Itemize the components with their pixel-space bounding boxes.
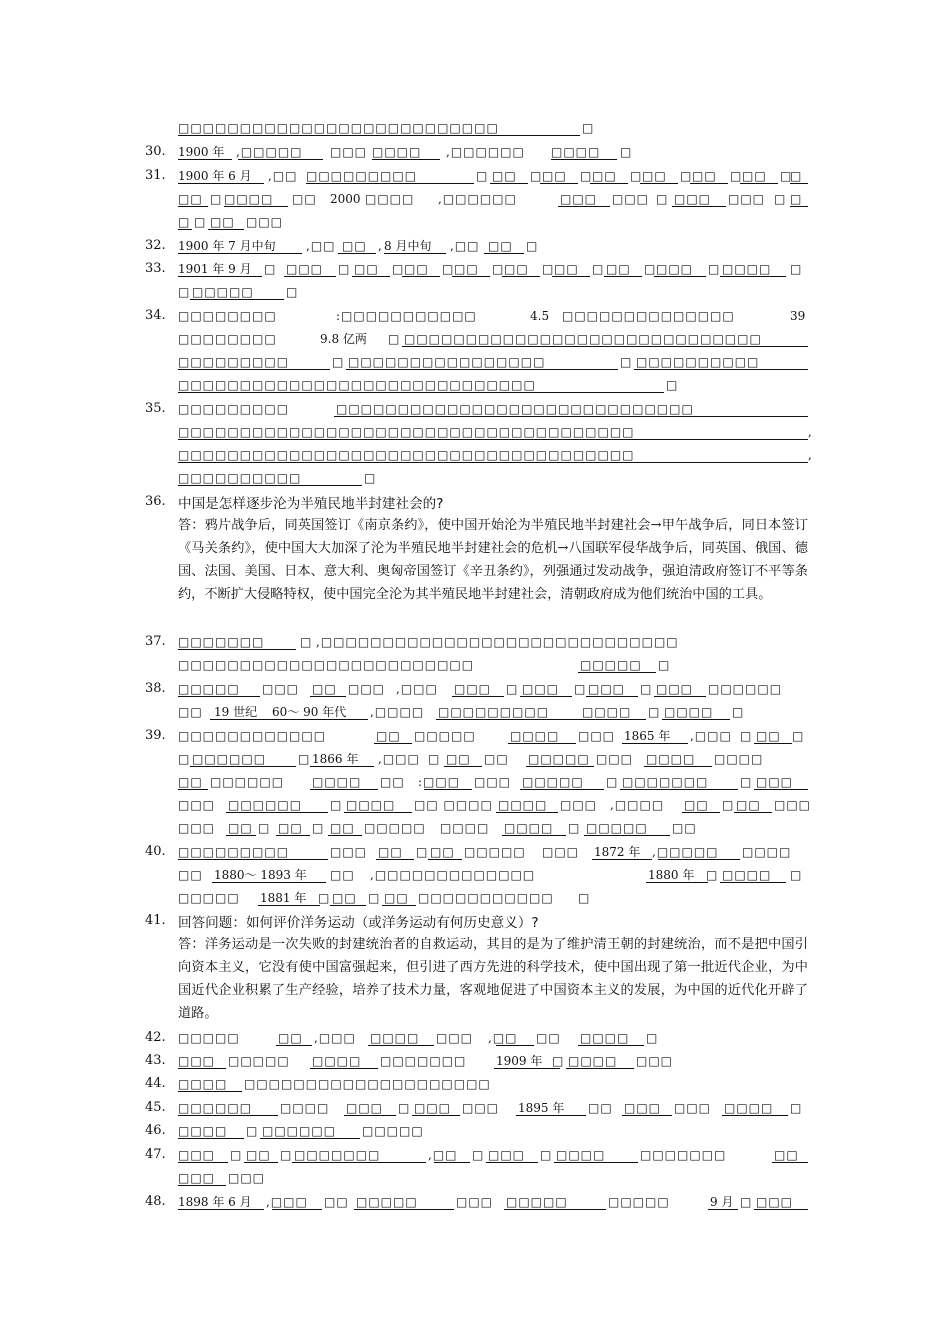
item-number: 47. xyxy=(145,1147,166,1162)
fill-value: 1880 年 xyxy=(648,868,695,882)
fill-value: 19 世纪 xyxy=(214,705,258,719)
fill-blank xyxy=(178,135,580,136)
fill-value: 4.5 xyxy=(530,309,550,323)
fill-value: 1900 年 6 月 xyxy=(178,169,252,183)
question-36-title: 中国是怎样逐步沦为半殖民地半封建社会的? xyxy=(178,496,444,512)
item-number: 43. xyxy=(145,1053,166,1068)
fill-value: 1900 年 7 月中旬 xyxy=(178,239,276,253)
item-number: 40. xyxy=(145,844,166,859)
fill-value: 1872 年 xyxy=(594,845,641,859)
fill-value: 9 月 xyxy=(710,1195,734,1209)
garbled-text: □□□□□□□□□□□□□□□□□□□□□□□□□□ xyxy=(178,121,499,135)
fill-value: 8 月中旬 xyxy=(384,239,432,253)
fill-value: 1880～ 1893 年 xyxy=(214,868,307,882)
fill-value: 9.8 亿两 xyxy=(320,332,367,346)
fill-value: 1865 年 xyxy=(624,729,671,743)
item-number: 35. xyxy=(145,401,166,416)
fill-value: 1900 年 xyxy=(178,145,225,159)
item-number: 41. xyxy=(145,913,166,928)
question-41-answer: 答：洋务运动是一次失败的封建统治者的自救运动，其目的是为了维护清王朝的封建统治，而不是把中国引向资本主义，它没有使中国富强起来，但引进了西方先进的科学技术，使中国出现了第一批近代企业，为中国近代企业积累了生产经验，培养了技术力量，客观地促进了中国资本主义的发展，为中国的近代化开辟了道路。 xyxy=(178,937,808,1021)
fill-value: 1866 年 xyxy=(312,752,359,766)
fill-value: 39 xyxy=(790,309,806,323)
question-36-answer: 答：鸦片战争后，同英国签订《南京条约》，使中国开始沦为半殖民地半封建社会→甲午战争后，同日本签订《马关条约》，使中国大大加深了沦为半殖民地半封建社会的危机→八国联军侵华战争后，同英国、俄国、德国、法国、美国、日本、意大利、奥匈帝国签订《辛丑条约》，列强通过发动战争，强迫清政府签订不平等条约，不断扩大侵略特权，使中国完全沦为其半殖民地半封建社会，清朝政府成为他们统治中国的工具。 xyxy=(178,518,808,602)
item-number: 48. xyxy=(145,1194,166,1209)
item-number: 36. xyxy=(145,494,166,509)
fill-value: 1901 年 9 月 xyxy=(178,262,252,276)
item-number: 44. xyxy=(145,1076,166,1091)
item-number: 39. xyxy=(145,728,166,743)
question-41-title: 回答问题：如何评价洋务运动（或洋务运动有何历史意义）? xyxy=(178,915,539,931)
item-number: 42. xyxy=(145,1030,166,1045)
item-number: 46. xyxy=(145,1123,166,1138)
fill-value: 1898 年 6 月 xyxy=(178,1195,252,1209)
item-number: 30. xyxy=(145,144,166,159)
fill-value: 60～ 90 年代 xyxy=(272,705,347,719)
item-number: 45. xyxy=(145,1100,166,1115)
item-number: 37. xyxy=(145,634,166,649)
item-number: 31. xyxy=(145,168,166,183)
item-number: 32. xyxy=(145,238,166,253)
item-number: 33. xyxy=(145,261,166,276)
fill-value: 2000 xyxy=(330,192,361,206)
fill-value: 1881 年 xyxy=(260,891,307,905)
item-number: 38. xyxy=(145,681,166,696)
fill-value: 1909 年 xyxy=(496,1054,543,1068)
document-page: □□□□□□□□□□□□□□□□□□□□□□□□□□ □ 30. 1900 年 ,□□□□□ □□□ □□□□ ,□□□□□□ □□□□ □ 31. 1900 年 6 月 ,□□ □□□□□□□□□ □ □□ □ □□ □ □□ □ □□ □ □□ □ □□ □ □ □□ □ □□□□ □□ 2000 □□□□ ,□□□□□□ □□□ □□□ □ □□□ □□□ □ □ □ □ □□ □□□ 32. 1900 年 7 月中旬 ,□□ □□ , 8 月中旬 ,□□ □□ □ 33. 1901 年 9 月 □ □□□ □ □□ □ □□ □ □□ □ □□ □ □□ □ □□ □ □□□ □ □□□□ □ □ □□□□□ □ 34. □□□□□□□□ :□□□□□□□□□□□ 4.5 □□□□□□□□□□□□□□ 39 □□□□□□□□ 9.8 亿两 □ □□□□□□□□□□□□□□□□□□□□□□□□□□□□□ □□□□□□□□□ □ □□□□□□□□□□□□□□□□ □ □□□□□□□□□□ □□□□□□□□□□□□□□□□□□□□□□□□□□□□□ □ 35. □□□□□□□□□ □□□□□□□□□□□□□□□□□□□□□□□□□□□□□ □□□□□□□□□□□□□□□□□□□□□□□□□□□□□□□□□□□□□ , □□□□□□□□□□□□□□□□□□□□□□□□□□□□□□□□□□□□□ , □□□□□□□□□□ □ 36. 中国是怎样逐步沦为半殖民地半封建社会的? 答：鸦片战争后，同英国签订《南京条约》，使中国开始沦为半殖民地半封建社会→甲午战争后，同日本签订《马关条约》，使中国大大加深了沦为半殖民地半封建社会的危机→八国联军侵华战争后，同英国、俄国、德国、法国、美国、日本、意大利、奥匈帝国签订《辛丑条约》，列强通过发动战争，强迫清政府签订不平等条约，不断扩大侵略特权，使中国完全沦为其半殖民地半封建社会，清朝政府成为他们统治中国的工具。 37. □□□□□□□ □ ,□□□□□□□□□□□□□□□□□□□□□□□□□□□□□ □□□□□□□□□□□□□□□□□□□□□□□□ □□□□□ □ 38. □□□□□ □□□ □□ □□□ ,□□□ □□□ □ □□□ □ □□□ □ □□□ □□□□□□ □□ 19 世纪 60～ 90 年代 ,□□□□ □□□□□□□□□ □□□□ □ □□□□ □ 39. □□□□□□□□□□□□ □□ □□□□□ □□□□ □□□ 1865 年 ,□□□ □ □□ □ □ □□□□□□ □ 1866 年 ,□□□ □ □□ □□ □□□□□ □□□ □□□□ □□□□ □□ □□□□□□ □□□□ □□ :□□□ □□□ □□□□□ □ □□□□□□□ □ □□□ □□□ □□□□□□ □ □□□□ □□ □□□□ □□□□ □□□ ,□□□□ □□ □ □□ □□□ □□□ □□ □ □□ □ □□ □□□□□ □□□□ □□□□ □ □□□□□ □□ 40. □□□□□□□□□ □□□ □□ □ □□ □□□□□ □□□ 1872 年 ,□□□□□ □□□□ □□ 1880～ 1893 年 □□ ,□□□□□□□□□□□□□ 1880 年 □ □□□□ □ □□□□□ 1881 年 □ □□ □ □□ □□□□□□□□□□□ □ 41. 回答问题：如何评价洋务运动（或洋务运动有何历史意义）? 答：洋务运动是一次失败的封建统治者的自救运动，其目的是为了维护清王朝的封建统治，而不是把中国引向资本主义，它没有使中国富强起来，但引进了西方先进的科学技术，使中国出现了第一批近代企业，为中国近代企业积累了生产经验，培养了技术力量，客观地促进了中国资本主义的发展，为中国的近代化开辟了道路。 42. □□□□□ □□ ,□□□ □□□□ □□□ ,□□ □□ □□□□ □ 43. □□□ □□□□□ □□□□ □□□□□□□ 1909 年 □ □□□□ □□□ 44. □□□□ □□□□□□□□□□□□□□□□□□□□ 45. □□□□□□ □□□□ □□□ □ □□□ □□□ 1895 年 □□ □□□ □□□ □□□□ □ 46. □□□□ □ □□□□□□ □□□□□ 47. □□□ □ □□ □ □□□□□□□ ,□□ □ □□□ □ □□□□ □□□□□□□ □□ □□□ □□□ 48. 1898 年 6 月 ,□□□ □□ □□□□□ □□□ □□□□□ □□□□□ 9 月 □ □□□ xyxy=(0,0,950,1344)
fill-value: 1895 年 xyxy=(518,1101,565,1115)
item-number: 34. xyxy=(145,308,166,323)
